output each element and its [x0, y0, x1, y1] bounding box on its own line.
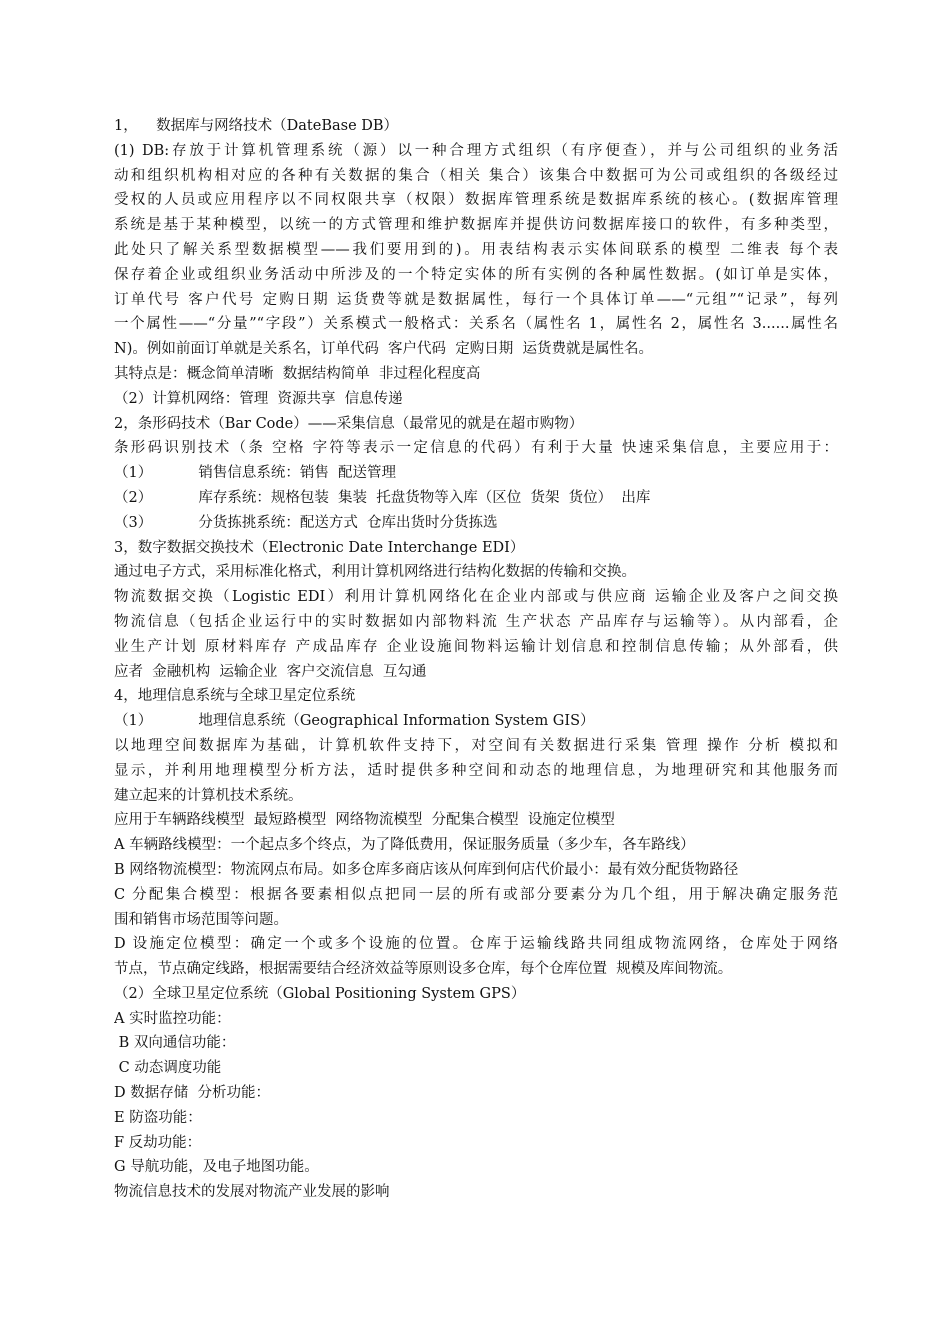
list-item: （1） 销售信息系统：销售 配送管理 [114, 465, 397, 482]
paragraph-line: 其特点是：概念简单清晰 数据结构简单 非过程化程度高 [114, 365, 481, 382]
paragraph-line: 此处只了解关系型数据模型——我们要用到的)。用表结构表示实体间联系的模型 二维表 每个表 [114, 241, 838, 258]
list-item: C 动态调度功能 [114, 1060, 222, 1077]
paragraph-line: 保存着企业或组织业务活动中所涉及的一个特定实体的所有实例的各种属性数据。(如订单是实体， [114, 266, 838, 283]
paragraph-line: 通过电子方式，采用标准化格式，利用计算机网络进行结构化数据的传输和交换。 [114, 564, 636, 581]
heading-4: 4，地理信息系统与全球卫星定位系统 [114, 688, 356, 705]
list-item: （2） 库存系统：规格包装 集装 托盘货物等入库（区位 货架 货位） 出库 [114, 489, 651, 506]
list-item: D 数据存储 分析功能： [114, 1085, 270, 1102]
paragraph-line: 业生产计划 原材料库存 产成品库存 企业设施间物料运输计划信息和控制信息传输；从外部看，供 [114, 638, 838, 655]
paragraph-line: 物流信息技术的发展对物流产业发展的影响 [114, 1184, 390, 1201]
list-item: B 网络物流模型：物流网点布局。如多仓库多商店该从何库到何店代价最小：最有效分配货物路径 [114, 861, 739, 878]
paragraph-line: 订单代号 客户代号 定购日期 运货费等就是数据属性，每行一个具体订单——“元组”“记录”，每列 [114, 291, 838, 308]
list-item: C 分配集合模型：根据各要素相似点把同一层的所有或部分要素分为几个组，用于解决确定服务范 [114, 886, 838, 903]
paragraph-line: N)。例如前面订单就是关系名，订单代码 客户代码 定购日期 运货费就是属性名。 [114, 341, 653, 358]
list-item: D 设施定位模型：确定一个或多个设施的位置。仓库于运输线路共同组成物流网络，仓库处于网络 [114, 936, 838, 953]
list-item: （3） 分货拣挑系统：配送方式 仓库出货时分货拣选 [114, 514, 498, 531]
heading-2: 2，条形码技术（Bar Code）——采集信息（最常见的就是在超市购物） [114, 415, 584, 432]
paragraph-line: 物流数据交换（Logistic EDI）利用计算机网络化在企业内部或与供应商 运输企业及客户之间交换 [114, 589, 838, 606]
paragraph-line: 应者 金融机构 运输企业 客户交流信息 互勾通 [114, 663, 427, 680]
list-item: F 反劫功能： [114, 1134, 202, 1151]
paragraph-line: 节点，节点确定线路，根据需要结合经济效益等原则设多仓库，每个仓库位置 规模及库间物流。 [114, 961, 733, 978]
list-item: （1） 地理信息系统（Geographical Information System GIS） [114, 713, 595, 730]
document-body [114, 114, 838, 1205]
paragraph-line: 应用于车辆路线模型 最短路模型 网络物流模型 分配集合模型 设施定位模型 [114, 812, 615, 829]
list-item: B 双向通信功能： [114, 1035, 236, 1052]
paragraph-line: 显示，并利用地理模型分析方法，适时提供多种空间和动态的地理信息，为地理研究和其他服务而 [114, 762, 838, 779]
paragraph-line: 建立起来的计算机技术系统。 [114, 787, 303, 804]
paragraph-line: 物流信息（包括企业运行中的实时数据如内部物料流 生产状态 产品库存与运输等）。从内部看，企 [114, 613, 838, 630]
list-item: （2）全球卫星定位系统（Global Positioning System GPS） [114, 985, 526, 1002]
list-item: E 防盗功能： [114, 1109, 202, 1126]
paragraph-line: 以地理空间数据库为基础，计算机软件支持下，对空间有关数据进行采集 管理 操作 分析 模拟和 [114, 737, 838, 754]
heading-1: 1， 数据库与网络技术（DateBase DB） [114, 118, 399, 134]
paragraph-line: 动和组织机构相对应的各种有关数据的集合（相关 集合）该集合中数据可为公司或组织的各级经过 [114, 167, 838, 184]
heading-3: 3，数字数据交换技术（Electronic Date Interchange EDI） [114, 539, 525, 556]
list-item: A 车辆路线模型：一个起点多个终点，为了降低费用，保证服务质量（多少车，各车路线） [114, 837, 695, 854]
paragraph-line: (1) DB:存放于计算机管理系统（源）以一种合理方式组织（有序便查），并与公司组织的业务活 [114, 142, 838, 159]
paragraph-line: （2）计算机网络：管理 资源共享 信息传递 [114, 390, 403, 407]
paragraph-line: 系统是基于某种模型，以统一的方式管理和维护数据库并提供访问数据库接口的软件，有多种类型， [114, 217, 838, 234]
paragraph-line: 受权的人员或应用程序以不同权限共享（权限）数据库管理系统是数据库系统的核心。(数据库管理 [114, 192, 838, 209]
list-item: G 导航功能，及电子地图功能。 [114, 1159, 319, 1176]
paragraph-line: 条形码识别技术（条 空格 字符等表示一定信息的代码）有利于大量 快速采集信息，主要应用于： [114, 440, 838, 457]
list-item: A 实时监控功能： [114, 1010, 231, 1027]
paragraph-line: 围和销售市场范围等问题。 [114, 911, 288, 928]
paragraph-line: 一个属性——“分量”“字段”）关系模式一般格式：关系名（属性名 1，属性名 2，属性名 3......属性名 [114, 316, 838, 333]
